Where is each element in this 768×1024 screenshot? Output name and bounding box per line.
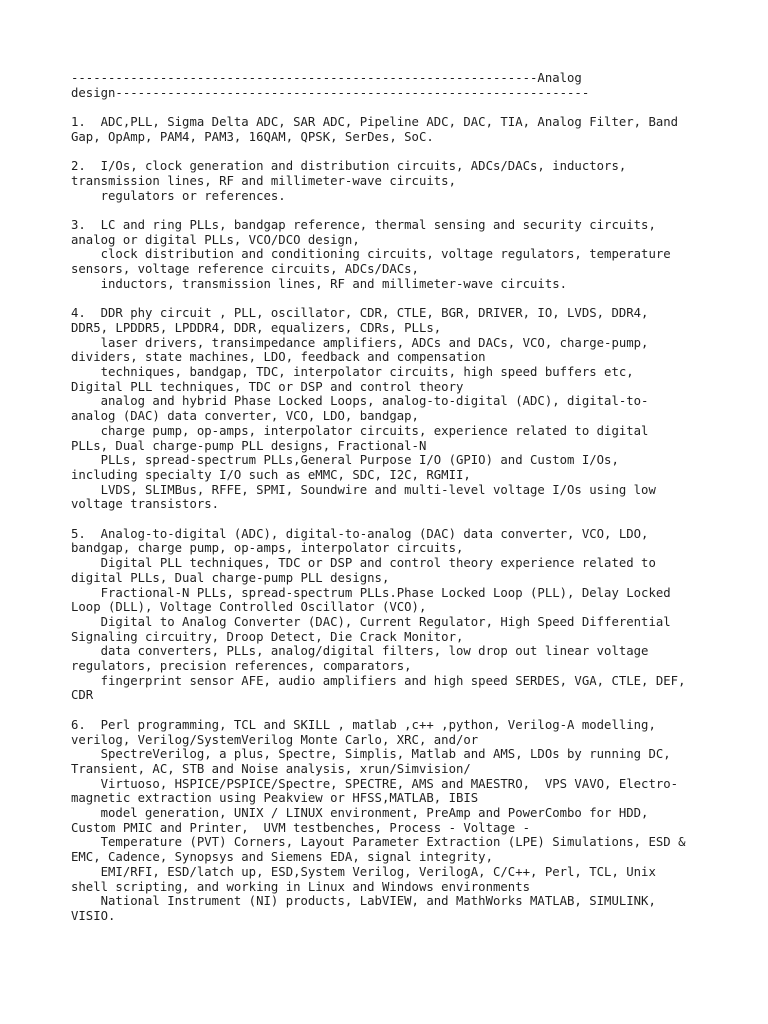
- document-line: [71, 100, 711, 115]
- document-line: verilog, Verilog/SystemVerilog Monte Carlo, XRC, and/or: [71, 732, 479, 747]
- document-line: design----------------------------------------------------------------: [71, 85, 590, 100]
- document-line: PLLs, spread-spectrum PLLs,General Purpose I/O (GPIO) and Custom I/Os,: [71, 453, 619, 468]
- document-line: model generation, UNIX / LINUX environment, PreAmp and PowerCombo for HDD,: [71, 806, 649, 821]
- document-line: CDR: [71, 688, 94, 703]
- document-line: analog (DAC) data converter, VCO, LDO, bandgap,: [71, 409, 419, 424]
- document-line: data converters, PLLs, analog/digital filters, low drop out linear voltage: [71, 644, 649, 659]
- document-line: Gap, OpAmp, PAM4, PAM3, 16QAM, QPSK, SerDes, SoC.: [71, 129, 434, 144]
- document-line: dividers, state machines, LDO, feedback and compensation: [71, 350, 486, 365]
- document-line: PLLs, Dual charge-pump PLL designs, Fractional-N: [71, 438, 427, 453]
- document-line: LVDS, SLIMBus, RFFE, SPMI, Soundwire and multi-level voltage I/Os using low: [71, 482, 656, 497]
- document-line: clock distribution and conditioning circuits, voltage regulators, temperature: [71, 247, 671, 262]
- document-line: ---------------------------------------------------------------Analog: [71, 71, 582, 85]
- document-line: bandgap, charge pump, op-amps, interpolator circuits,: [71, 541, 464, 556]
- document-line: 6. Perl programming, TCL and SKILL , matlab ,c++ ,python, Verilog-A modelling,: [71, 717, 656, 732]
- document-line: SpectreVerilog, a plus, Spectre, Simplis, Matlab and AMS, LDOs by running DC,: [71, 747, 671, 762]
- document-line: fingerprint sensor AFE, audio amplifiers and high speed SERDES, VGA, CTLE, DEF,: [71, 673, 686, 688]
- document-line: Custom PMIC and Printer, UVM testbenches, Process - Voltage -: [71, 820, 531, 835]
- document-line: Transient, AC, STB and Noise analysis, xrun/Simvision/: [71, 761, 471, 776]
- document-line: EMI/RFI, ESD/latch up, ESD,System Verilog, VerilogA, C/C++, Perl, TCL, Unix: [71, 864, 656, 879]
- document-line: 2. I/Os, clock generation and distribution circuits, ADCs/DACs, inductors,: [71, 159, 627, 174]
- document-line: including specialty I/O such as eMMC, SDC, I2C, RGMII,: [71, 467, 471, 482]
- document-line: magnetic extraction using Peakview or HFSS,MATLAB, IBIS: [71, 791, 479, 806]
- document-line: Virtuoso, HSPICE/PSPICE/Spectre, SPECTRE, AMS and MAESTRO, VPS VAVO, Electro-: [71, 776, 679, 791]
- document-line: [71, 292, 711, 307]
- document-line: Temperature (PVT) Corners, Layout Parameter Extraction (LPE) Simulations, ESD &: [71, 835, 686, 850]
- document-line: EMC, Cadence, Synopsys and Siemens EDA, signal integrity,: [71, 850, 493, 865]
- document-line: inductors, transmission lines, RF and millimeter-wave circuits.: [71, 276, 568, 291]
- document-line: Digital to Analog Converter (DAC), Current Regulator, High Speed Differential: [71, 614, 671, 629]
- document-line: regulators or references.: [71, 188, 286, 203]
- document-line: analog or digital PLLs, VCO/DCO design,: [71, 232, 360, 247]
- document-line: [71, 512, 711, 527]
- document-line: 5. Analog-to-digital (ADC), digital-to-analog (DAC) data converter, VCO, LDO,: [71, 526, 649, 541]
- document-line: transmission lines, RF and millimeter-wave circuits,: [71, 173, 456, 188]
- document-line: sensors, voltage reference circuits, ADCs/DACs,: [71, 262, 419, 277]
- document-line: National Instrument (NI) products, LabVIEW, and MathWorks MATLAB, SIMULINK,: [71, 894, 656, 909]
- document-line: 1. ADC,PLL, Sigma Delta ADC, SAR ADC, Pipeline ADC, DAC, TIA, Analog Filter, Band: [71, 115, 679, 130]
- document-line: DDR5, LPDDR5, LPDDR4, DDR, equalizers, CDRs, PLLs,: [71, 320, 442, 335]
- document-line: digital PLLs, Dual charge-pump PLL designs,: [71, 570, 390, 585]
- document-line: shell scripting, and working in Linux and Windows environments: [71, 879, 531, 894]
- document-line: [71, 703, 711, 718]
- document-line: 3. LC and ring PLLs, bandgap reference, thermal sensing and security circuits,: [71, 217, 656, 232]
- document-text: [71, 71, 711, 924]
- document-line: [71, 145, 711, 160]
- document-line: Signaling circuitry, Droop Detect, Die Crack Monitor,: [71, 629, 464, 644]
- document-line: regulators, precision references, comparators,: [71, 659, 412, 674]
- document-line: Digital PLL techniques, TDC or DSP and control theory: [71, 379, 464, 394]
- document-line: analog and hybrid Phase Locked Loops, analog-to-digital (ADC), digital-to-: [71, 394, 649, 409]
- document-line: Loop (DLL), Voltage Controlled Oscillator (VCO),: [71, 600, 427, 615]
- document-line: Digital PLL techniques, TDC or DSP and control theory experience related to: [71, 556, 656, 571]
- document-line: voltage transistors.: [71, 497, 220, 512]
- document-line: techniques, bandgap, TDC, interpolator circuits, high speed buffers etc,: [71, 365, 634, 379]
- document-line: [71, 203, 711, 218]
- document-line: VISIO.: [71, 908, 116, 923]
- document-line: 4. DDR phy circuit , PLL, oscillator, CDR, CTLE, BGR, DRIVER, IO, LVDS, DDR4,: [71, 306, 649, 321]
- document-line: charge pump, op-amps, interpolator circuits, experience related to digital: [71, 423, 649, 438]
- document-line: laser drivers, transimpedance amplifiers, ADCs and DACs, VCO, charge-pump,: [71, 335, 649, 350]
- document-line: Fractional-N PLLs, spread-spectrum PLLs.Phase Locked Loop (PLL), Delay Locked: [71, 585, 671, 600]
